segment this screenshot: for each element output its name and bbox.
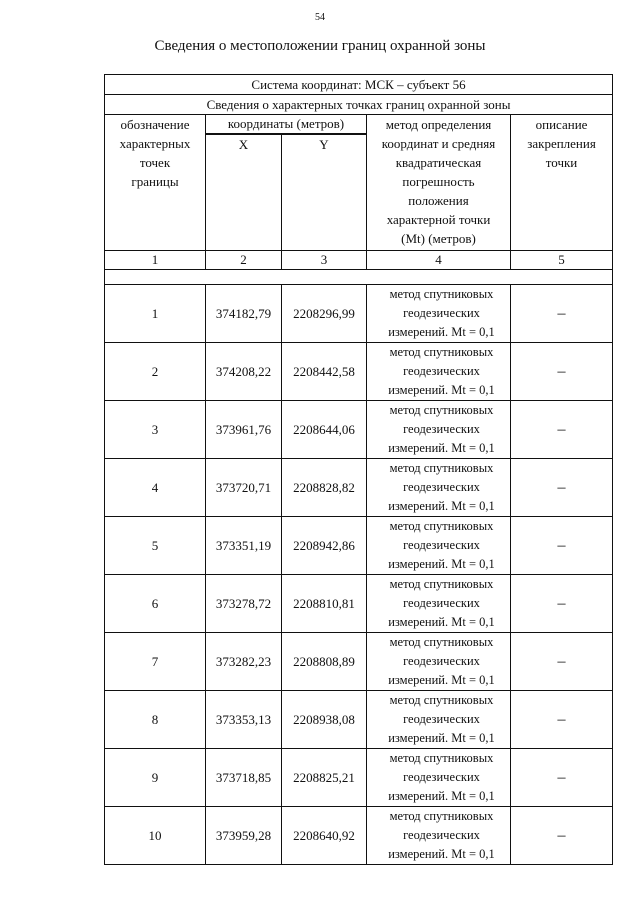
x-header: X (206, 135, 282, 251)
method-header-line: (Mt) (метров) (401, 231, 476, 246)
x-coordinate-cell: 373351,19 (206, 517, 282, 575)
y-header: Y (282, 135, 367, 251)
method-cell (367, 575, 511, 633)
description-cell: – (511, 633, 613, 691)
description-header-line: точки (545, 155, 578, 170)
y-coordinate-cell: 2208938,08 (282, 691, 367, 749)
description-cell: – (511, 401, 613, 459)
description-header-line: закрепления (527, 136, 596, 151)
y-coordinate-cell: 2208644,06 (282, 401, 367, 459)
table-row (105, 459, 613, 517)
x-coordinate-cell: 373282,23 (206, 633, 282, 691)
method-cell (367, 517, 511, 575)
method-line: геодезических (403, 770, 480, 784)
x-coordinate-cell: 373353,13 (206, 691, 282, 749)
method-line: метод спутниковых (389, 635, 494, 649)
point-number-cell: 1 (105, 285, 206, 343)
document-title: Сведения о местоположении границ охранной зоны (154, 38, 486, 54)
x-coordinate-cell: 373959,28 (206, 807, 282, 865)
boundary-points-table (104, 74, 613, 865)
method-cell (367, 401, 511, 459)
y-coordinate-cell: 2208825,21 (282, 749, 367, 807)
method-line: измерений. Mt = 0,1 (388, 615, 495, 629)
method-line: метод спутниковых (389, 751, 494, 765)
designation-header-line: границы (131, 174, 179, 189)
description-header (511, 115, 613, 251)
y-coordinate-cell: 2208810,81 (282, 575, 367, 633)
table-row (105, 401, 613, 459)
point-number-cell: 5 (105, 517, 206, 575)
point-number-cell: 6 (105, 575, 206, 633)
method-line: метод спутниковых (389, 519, 494, 533)
description-cell: – (511, 285, 613, 343)
method-cell (367, 633, 511, 691)
method-header-line: координат и средняя (381, 136, 496, 151)
method-line: метод спутниковых (389, 693, 494, 707)
method-line: геодезических (403, 654, 480, 668)
coordinates-header (206, 115, 367, 135)
designation-header (105, 115, 206, 251)
y-coordinate-cell: 2208808,89 (282, 633, 367, 691)
page-number: 54 (315, 12, 325, 23)
points-body (105, 285, 613, 865)
description-cell: – (511, 807, 613, 865)
method-cell (367, 749, 511, 807)
method-line: геодезических (403, 422, 480, 436)
method-line: метод спутниковых (389, 345, 494, 359)
table-row (105, 691, 613, 749)
table-row (105, 285, 613, 343)
point-number-cell: 9 (105, 749, 206, 807)
description-cell: – (511, 343, 613, 401)
description-cell: – (511, 459, 613, 517)
method-line: измерений. Mt = 0,1 (388, 383, 495, 397)
y-coordinate-cell: 2208942,86 (282, 517, 367, 575)
designation-header-line: обозначение (120, 117, 190, 132)
method-line: геодезических (403, 306, 480, 320)
table-row (105, 633, 613, 691)
points-info-cell: Сведения о характерных точках границ охранной зоны (105, 95, 613, 115)
method-line: геодезических (403, 364, 480, 378)
method-header (367, 115, 511, 251)
column-number: 5 (511, 251, 613, 270)
point-number-cell: 8 (105, 691, 206, 749)
point-number-cell: 4 (105, 459, 206, 517)
method-line: метод спутниковых (389, 403, 494, 417)
description-cell: – (511, 749, 613, 807)
method-line: измерений. Mt = 0,1 (388, 673, 495, 687)
method-line: геодезических (403, 712, 480, 726)
column-number: 3 (282, 251, 367, 270)
method-line: измерений. Mt = 0,1 (388, 847, 495, 861)
x-coordinate-cell: 373718,85 (206, 749, 282, 807)
method-cell (367, 807, 511, 865)
column-number: 4 (367, 251, 511, 270)
y-coordinate-cell: 2208828,82 (282, 459, 367, 517)
description-header-line: описание (535, 117, 588, 132)
designation-header-line: точек (139, 155, 171, 170)
method-line: метод спутниковых (389, 461, 494, 475)
method-header-line: метод определения (385, 117, 492, 132)
spacer-row (105, 270, 613, 285)
table-row (105, 749, 613, 807)
method-line: геодезических (403, 596, 480, 610)
column-number-row (105, 251, 613, 270)
method-line: измерений. Mt = 0,1 (388, 325, 495, 339)
method-header-line: характерной точки (386, 212, 491, 227)
method-line: измерений. Mt = 0,1 (388, 731, 495, 745)
method-line: геодезических (403, 828, 480, 842)
method-cell (367, 691, 511, 749)
point-number-cell: 10 (105, 807, 206, 865)
method-line: измерений. Mt = 0,1 (388, 789, 495, 803)
x-coordinate-cell: 373278,72 (206, 575, 282, 633)
coordinate-system-cell: Система координат: МСК – субъект 56 (105, 75, 613, 95)
designation-header-line: характерных (119, 136, 191, 151)
method-cell (367, 285, 511, 343)
table-row (105, 343, 613, 401)
coordinates-header-label: координаты (метров) (206, 115, 366, 134)
method-line: измерений. Mt = 0,1 (388, 441, 495, 455)
point-number-cell: 7 (105, 633, 206, 691)
method-line: геодезических (403, 538, 480, 552)
x-coordinate-cell: 373961,76 (206, 401, 282, 459)
column-number: 1 (105, 251, 206, 270)
method-line: измерений. Mt = 0,1 (388, 557, 495, 571)
x-coordinate-cell: 374208,22 (206, 343, 282, 401)
column-number: 2 (206, 251, 282, 270)
description-cell: – (511, 691, 613, 749)
method-header-line: квадратическая (395, 155, 482, 170)
method-line: метод спутниковых (389, 809, 494, 823)
table-row (105, 575, 613, 633)
y-coordinate-cell: 2208640,92 (282, 807, 367, 865)
x-coordinate-cell: 373720,71 (206, 459, 282, 517)
method-header-line: положения (408, 193, 469, 208)
y-coordinate-cell: 2208442,58 (282, 343, 367, 401)
point-number-cell: 2 (105, 343, 206, 401)
spacer-cell (105, 270, 613, 285)
y-coordinate-cell: 2208296,99 (282, 285, 367, 343)
description-cell: – (511, 517, 613, 575)
method-line: геодезических (403, 480, 480, 494)
table-row (105, 807, 613, 865)
description-cell: – (511, 575, 613, 633)
point-number-cell: 3 (105, 401, 206, 459)
x-coordinate-cell: 374182,79 (206, 285, 282, 343)
method-header-line: погрешность (402, 174, 475, 189)
method-line: метод спутниковых (389, 577, 494, 591)
table-row (105, 517, 613, 575)
method-line: измерений. Mt = 0,1 (388, 499, 495, 513)
method-line: метод спутниковых (389, 287, 494, 301)
method-cell (367, 459, 511, 517)
method-cell (367, 343, 511, 401)
